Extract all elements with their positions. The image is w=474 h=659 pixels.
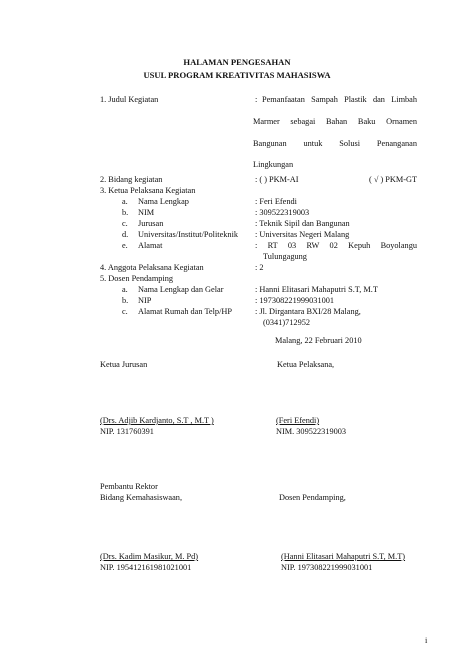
sign1-right-name: (Feri Efendi)	[276, 416, 320, 425]
sign2-right-nip: NIP. 197308221999031001	[281, 563, 373, 572]
ketua-letter-a: a.	[122, 197, 128, 206]
ketua-alamat-value-2: Tulungagung	[263, 252, 307, 261]
sign2-left-nip: NIP. 195412161981021001	[100, 563, 192, 572]
sign2-left-role-2: Bidang Kemahasiswaan,	[100, 493, 183, 502]
sign2-right-role: Dosen Pendamping,	[279, 493, 346, 502]
ketua-letter-b: b.	[122, 208, 129, 217]
ketua-universitas-value: : Universitas Negeri Malang	[255, 230, 350, 239]
ketua-nim-value: : 309522319003	[255, 208, 310, 217]
sign2-right-name: (Hanni Elitasari Mahaputri S.T, M.T)	[281, 552, 406, 561]
ketua-jurusan-value: : Teknik Sipil dan Bangunan	[255, 219, 350, 228]
judul-label: 1. Judul Kegiatan	[100, 95, 159, 104]
dosen-alamat-value: : Jl. Dirgantara BXI/28 Malang,	[255, 307, 361, 316]
sign1-left-name: (Drs. Adjib Kardjanto, S.T , M.T )	[100, 416, 214, 425]
anggota-value: : 2	[255, 263, 264, 272]
ketua-nama-value: : Feri Efendi	[255, 197, 297, 206]
ketua-nim-label: NIM	[138, 208, 155, 217]
ketua-alamat-label: Alamat	[138, 241, 163, 250]
judul-line-4: Lingkungan	[253, 160, 294, 169]
dosen-nama-label: Nama Lengkap dan Gelar	[138, 285, 224, 294]
dosen-letter-a: a.	[122, 285, 128, 294]
judul-line-1: Pemanfaatan Sampah Plastik dan Limbah	[262, 95, 417, 104]
ketua-letter-d: d.	[122, 230, 129, 239]
dosen-letter-c: c.	[122, 307, 128, 316]
dosen-alamat-label: Alamat Rumah dan Telp/HP	[138, 307, 232, 316]
bidang-option-ai: : ( ) PKM-AI	[255, 175, 299, 184]
sign1-left-role: Ketua Jurusan	[100, 360, 148, 369]
anggota-label: 4. Anggota Pelaksana Kegiatan	[100, 263, 204, 272]
ketua-letter-e: e.	[122, 241, 128, 250]
ketua-jurusan-label: Jurusan	[138, 219, 164, 228]
sign2-left-name: (Drs. Kadim Masikur, M. Pd)	[100, 552, 199, 561]
place-date: Malang, 22 Februari 2010	[275, 336, 362, 345]
sign1-left-nip: NIP. 131760391	[100, 427, 154, 436]
ketua-label: 3. Ketua Pelaksana Kegiatan	[100, 186, 196, 195]
bidang-option-gt: ( √ ) PKM-GT	[369, 175, 418, 184]
judul-line-2: Marmer sebagai Bahan Baku Ornamen	[253, 117, 417, 126]
bidang-label: 2. Bidang kegiatan	[100, 175, 163, 184]
judul-colon: :	[255, 95, 258, 104]
dosen-nip-value: : 197308221999031001	[255, 296, 335, 305]
ketua-nama-label: Nama Lengkap	[138, 197, 189, 206]
dosen-label: 5. Dosen Pendamping	[100, 274, 174, 283]
ketua-letter-c: c.	[122, 219, 128, 228]
judul-line-3: Bangunan untuk Solusi Penanganan	[253, 139, 417, 148]
ketua-universitas-label: Universitas/Institut/Politeknik	[138, 230, 239, 239]
ketua-alamat-value: : RT 03 RW 02 Kepuh Boyolangu	[255, 241, 417, 250]
page-subtitle: USUL PROGRAM KREATIVITAS MAHASISWA	[143, 70, 331, 80]
dosen-nip-label: NIP	[138, 296, 152, 305]
dosen-nama-value: : Hanni Elitasari Mahaputri S.T, M.T	[255, 285, 378, 294]
page-number: i	[425, 636, 428, 645]
sign1-right-role: Ketua Pelaksana,	[277, 360, 335, 369]
sign1-right-nip: NIM. 309522319003	[276, 427, 347, 436]
dosen-letter-b: b.	[122, 296, 129, 305]
page-title: HALAMAN PENGESAHAN	[183, 57, 291, 67]
dosen-alamat-value-2: (0341)712952	[263, 318, 311, 327]
sign2-left-role-1: Pembantu Rektor	[100, 482, 158, 491]
